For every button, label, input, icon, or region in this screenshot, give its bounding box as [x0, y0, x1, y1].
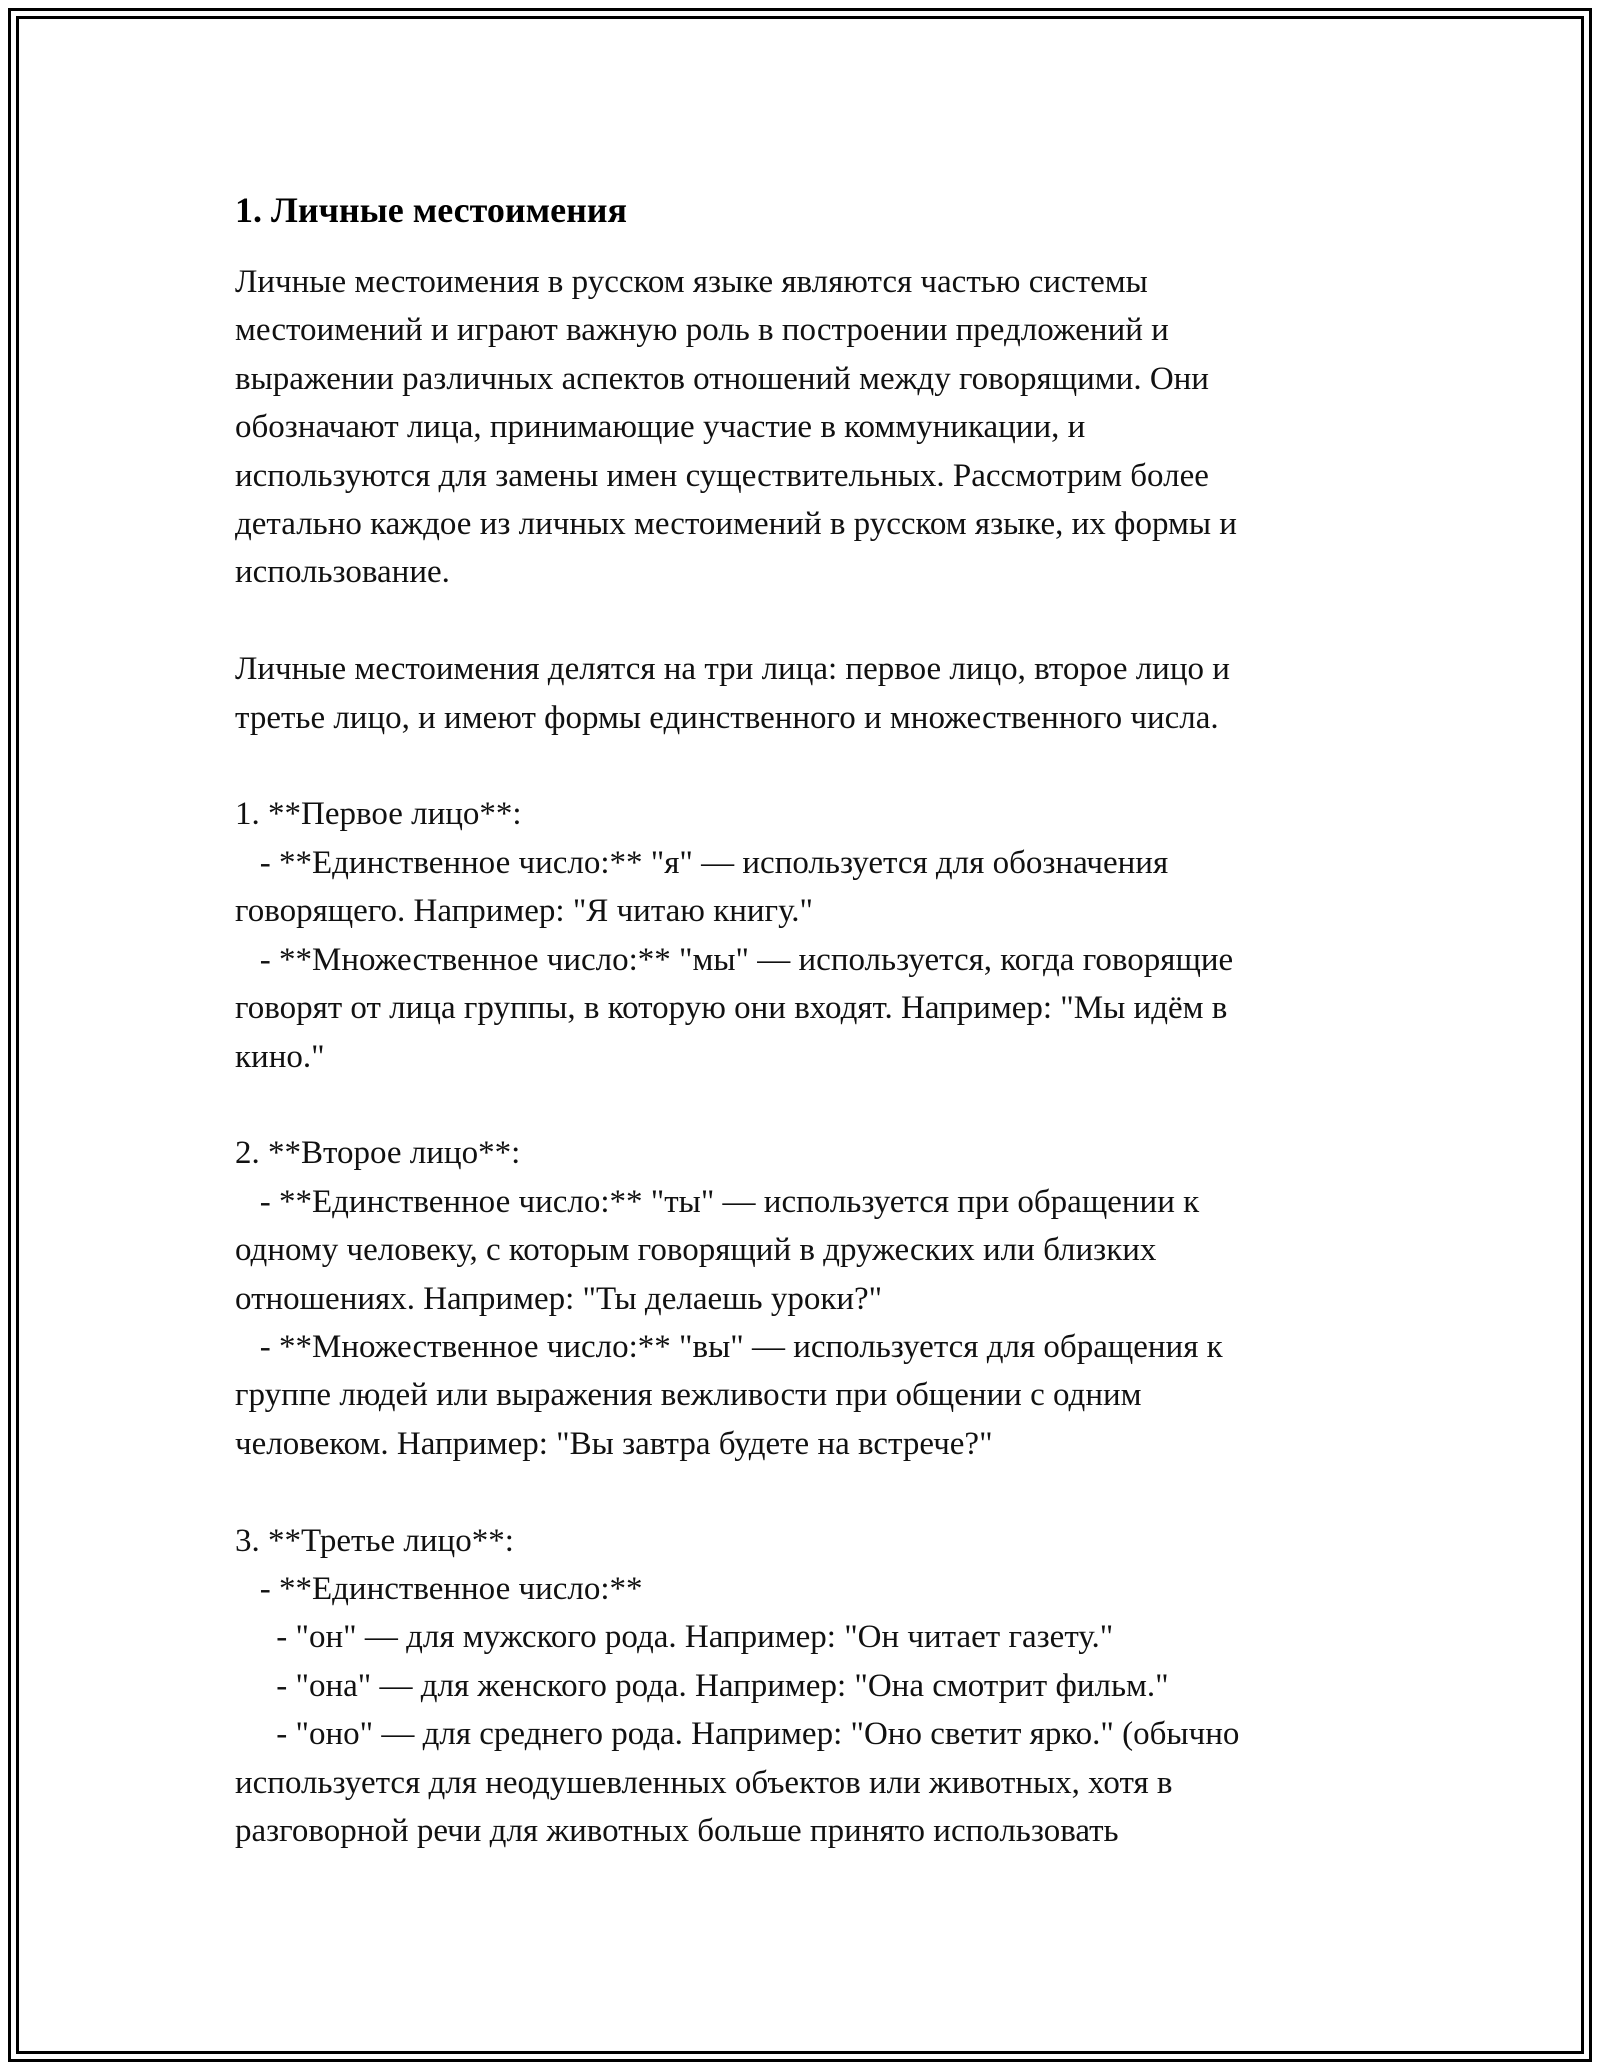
document-content — [235, 186, 1385, 1855]
body-text: Личные местоимения в русском языке являются частью системы местоимений и играют важную роль в построении предложений и выражении различных аспектов отношений между говорящими. Они обозначают лица, принимающие участие в коммуникации, и используются для замены имен существительных. Рассмотрим более детально каждое из личных местоимений в русском языке, их формы и использование. Личные местоимения делятся на три лица: первое лицо, второе лицо и третье лицо, и имеют формы единственного и множественного числа. 1. **Первое лицо**: - **Единственное число:** "я" — используется для обозначения говорящего. Например: "Я читаю книгу." - **Множественное число:** "мы" — используется, когда говорящие говорят от лица группы, в которую они входят. Например: "Мы идём в кино." 2. **Второе лицо**: - **Единственное число:** "ты" — используется при обращении к одному человеку, с которым говорящий в дружеских или близких отношениях. Например: "Ты делаешь уроки?" - **Множественное число:** "вы" — используется для обращения к группе людей или выражения вежливости при общении с одним человеком. Например: "Вы завтра будете на встрече?" 3. **Третье лицо**: - **Единственное число:** - "он" — для мужского рода. Например: "Он читает газету." - "она" — для женского рода. Например: "Она смотрит фильм." - "оно" — для среднего рода. Например: "Оно светит ярко." (обычно используется для неодушевленных объектов или животных, хотя в разговорной речи для животных больше принято использовать — [235, 264, 1240, 1849]
section-heading: 1. Личные местоимения — [235, 190, 628, 230]
